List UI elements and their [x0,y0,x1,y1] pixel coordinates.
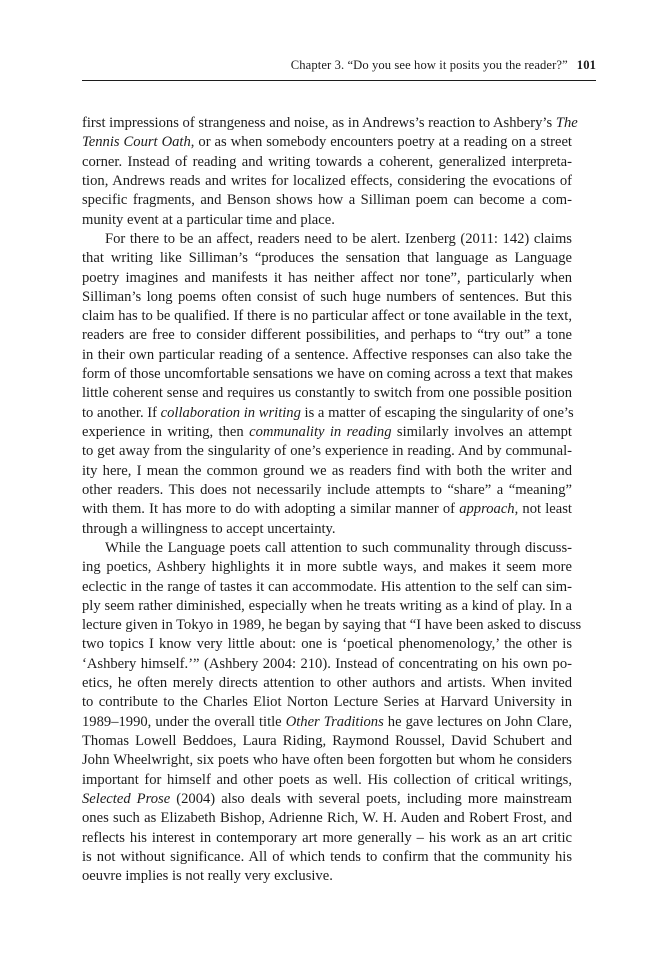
page-number: 101 [576,58,596,72]
text-line: ity here, I mean the common ground we as readers find with both the writer and [82,462,572,479]
text-line: two topics I know very little about: one is ‘poetical phenomenology,’ the other is [82,636,572,653]
text-line: important for himself and other poets as well. His collection of critical writings, [82,771,572,788]
text-line: For there to be an affect, readers need to be alert. Izenberg (2011: 142) claims [105,230,572,247]
text-line: other readers. This does not necessarily include attempts to “share” a “meaning” [82,481,572,498]
text-line: to get away from the singularity of one’s experience in reading. And by communal- [82,443,572,460]
text-line: 1989–1990, under the overall title Other Traditions he gave lectures on John Clare, [82,713,572,730]
text-line: ones such as Elizabeth Bishop, Adrienne Rich, W. H. Auden and Robert Frost, and [82,810,572,827]
text-line: claim has to be qualified. If there is no particular affect or tone available in the text, [82,308,572,325]
text-line: oeuvre implies is not really very exclusive. [82,868,333,885]
text-line: Silliman’s long poems often consist of such huge numbers of sentences. But this [82,288,572,305]
text-line: eclectic in the range of tastes it can accommodate. His attention to the self can sim- [82,578,572,595]
text-line: tion, Andrews reads and writes for localized effects, considering the evocations of [82,172,572,189]
italic-phrase: Other Traditions [285,713,384,730]
running-header [82,58,596,73]
text-line: through a willingness to accept uncertainty. [82,520,336,537]
text-line: to another. If collaboration in writing is a matter of escaping the singularity of one’s [82,404,574,421]
text-line: little coherent sense and requires us constantly to switch from one possible position [82,385,572,402]
text-line: in their own particular reading of a sentence. Affective responses can also take the [82,346,572,363]
body-text [82,114,582,887]
text-line: poetry imagines and manifests it has neither affect nor tone”, particularly when [82,269,572,286]
text-line: ply seem rather diminished, especially when he treats writing as a kind of play. In a [82,597,572,614]
text-line: experience in writing, then communality in reading similarly involves an attempt [82,424,572,440]
italic-phrase: communality in reading [249,424,392,440]
header-rule [82,80,596,81]
italic-phrase: The [555,115,578,131]
text-line: is not without significance. All of which tends to confirm that the community his [82,848,572,865]
text-line: with them. It has more to do with adopting a similar manner of approach, not least [82,501,572,518]
text-line: munity event at a particular time and place. [82,211,335,228]
text-line: ‘Ashbery himself.’” (Ashbery 2004: 210). Instead of concentrating on his own po- [82,655,572,672]
text-line: that writing like Silliman’s “produces the sensation that language as Language [82,250,572,267]
text-line: etics, he often merely directs attention to other authors and artists. When invited [82,675,572,692]
text-line: Selected Prose (2004) also deals with several poets, including more mainstream [82,790,572,807]
text-line: to contribute to the Charles Eliot Norton Lecture Series at Harvard University in [82,694,572,711]
text-line: readers are free to consider different possibilities, and perhaps to “try out” a tone [82,327,572,344]
text-line: first impressions of strangeness and noise, as in Andrews’s reaction to Ashbery’s The [82,115,578,131]
text-line: corner. Instead of reading and writing towards a coherent, generalized interpreta- [82,153,572,170]
chapter-title: Chapter 3. “Do you see how it posits you the reader?” [290,58,568,72]
text-line: form of those uncomfortable sensations we have on coming across a text that makes [82,366,573,383]
text-line: reflects his interest in contemporary art more generally – his work as an art critic [82,829,572,846]
text-line: Thomas Lowell Beddoes, Laura Riding, Raymond Roussel, David Schubert and [82,733,572,749]
italic-phrase: approach [459,501,515,518]
italic-phrase: Selected Prose [82,790,171,807]
text-line: ing poetics, Ashbery highlights it in more subtle ways, and makes it seem more [82,559,572,576]
text-line: Tennis Court Oath, or as when somebody encounters poetry at a reading on a street [82,134,572,151]
text-line: lecture given in Tokyo in 1989, he began by saying that “I have been asked to discuss [82,617,582,634]
text-line: specific fragments, and Benson shows how a Silliman poem can become a com- [82,192,572,209]
text-line: While the Language poets call attention to such communality through discuss- [105,539,572,556]
italic-phrase: collaboration in writing [160,404,301,421]
italic-phrase: Tennis Court Oath [82,134,191,151]
text-line: John Wheelwright, six poets who have often been forgotten but whom he considers [82,752,572,769]
